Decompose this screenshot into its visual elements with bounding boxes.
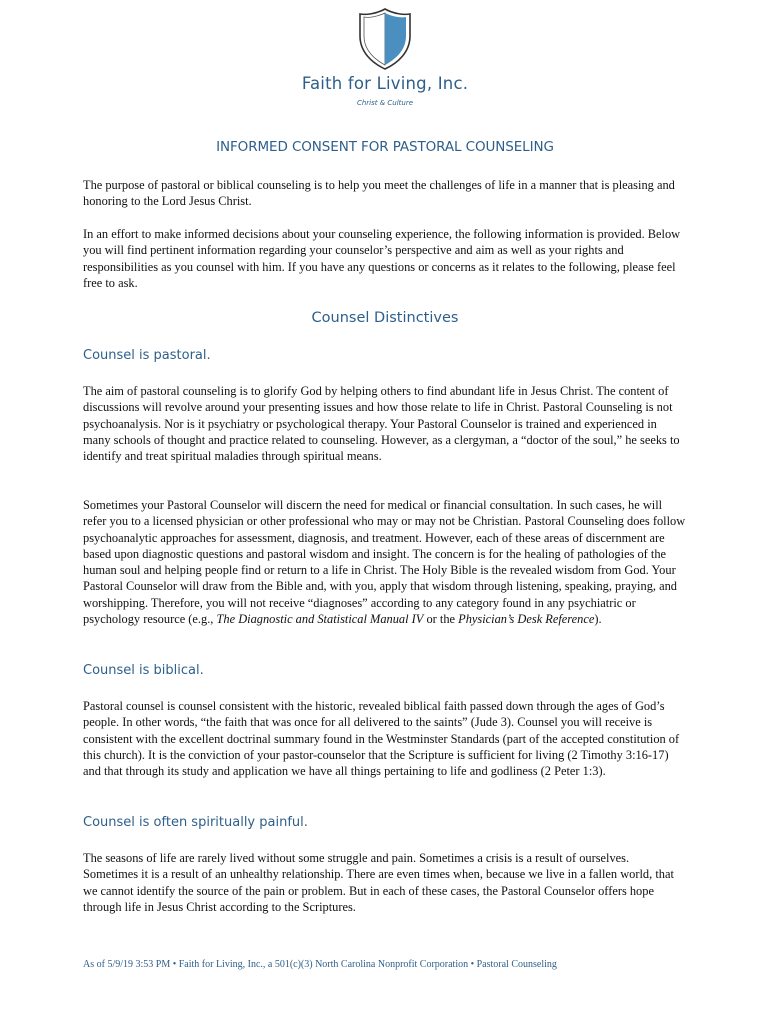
- paragraph: The purpose of pastoral or biblical counseling is to help you meet the challenges of life in a manner that is pleasing and honoring to the Lord Jesus Christ.: [83, 178, 675, 209]
- document-title: INFORMED CONSENT FOR PASTORAL COUNSELING: [216, 139, 554, 155]
- painful-paragraph: [83, 850, 687, 915]
- intro-paragraph-1: [83, 177, 687, 210]
- org-name: Faith for Living, Inc.: [301, 74, 469, 93]
- paragraph-text: or the: [423, 612, 459, 627]
- paragraph: [83, 497, 687, 627]
- reference-dsm: The Diagnostic and Statistical Manual IV: [216, 612, 424, 627]
- pastoral-paragraph-2: [83, 497, 687, 627]
- org-tagline: Christ & Culture: [356, 99, 414, 107]
- subheading-painful: Counsel is often spiritually painful.: [83, 815, 308, 830]
- paragraph: The aim of pastoral counseling is to glorify God by helping others to find abundant life in Jesus Christ. The content of discussions will revolve around your presenting issues and how those relate to life in Christ. Pastoral Counseling is not psychoanalysis. Nor is it psychiatry or psychological therapy. Your Pastoral Counselor is trained and experienced in many schools of thought and practice related to counseling. However, as a clergyman, a “doctor of the soul,” he seeks to identify and treat spiritual maladies through spiritual means.: [83, 384, 680, 464]
- shield-icon: [356, 6, 414, 72]
- subheading-pastoral: Counsel is pastoral.: [83, 348, 211, 363]
- paragraph-text: ).: [594, 612, 602, 627]
- biblical-paragraph: [83, 698, 687, 779]
- pastoral-paragraph-1: [83, 383, 687, 464]
- letterhead: [0, 6, 770, 107]
- paragraph-text: Sometimes your Pastoral Counselor will discern the need for medical or financial consultation. In such cases, he will refer you to a licensed physician or other professional who may or may not be Christian. Pastoral Counseling does follow psychoanalytic approaches for assessment, diagnosis, and treatment. However, each of these areas of discernment are based upon diagnostic questions and pastoral wisdom and insight. The concern is for the healing of pathologies of the human soul and helping people find or return to a life in Christ. The Holy Bible is the revealed wisdom from God. Your Pastoral Counselor will draw from the Bible and, with you, apply that wisdom through listening, speaking, praying, and worshipping. Therefore, you will not receive “diagnoses” according to any category found in any psychiatric or psychology resource (e.g.,: [83, 498, 686, 627]
- reference-pdr: Physician’s Desk Reference: [458, 612, 595, 627]
- subheading-biblical: Counsel is biblical.: [83, 663, 204, 678]
- paragraph: Pastoral counsel is counsel consistent with the historic, revealed biblical faith passed down through the ages of God’s people. In other words, “the faith that was once for all delivered to the saints” (Jude 3). Counsel you will receive is consistent with the excellent doctrinal summary found in the Westminster Standards (part of the accepted constitution of this church). It is the conviction of your pastor-counselor that the Scripture is sufficient for living (2 Timothy 3:16-17) and that through its study and application we have all things pertaining to life and godliness (2 Peter 1:3).: [83, 699, 680, 779]
- page-footer: As of 5/9/19 3:53 PM • Faith for Living, Inc., a 501(c)(3) North Carolina Nonprofit Corporation • Pastoral Counseling: [83, 959, 557, 970]
- paragraph: In an effort to make informed decisions about your counseling experience, the following information is provided. Below you will find pertinent information regarding your counselor’s perspective and aim as well as your rights and responsibilities as you counsel with him. If you have any questions or concerns as it relates to the following, please feel free to ask.: [83, 227, 681, 290]
- paragraph: The seasons of life are rarely lived without some struggle and pain. Sometimes a crisis is a result of ourselves. Sometimes it is a result of an unhealthy relationship. There are even times when, because we live in a fallen world, that we cannot identify the source of the pain or problem. But in each of these cases, the Pastoral Counselor offers hope through life in Jesus Christ according to the Scriptures.: [83, 851, 674, 914]
- intro-paragraph-2: [83, 226, 687, 291]
- section-title: Counsel Distinctives: [311, 310, 459, 326]
